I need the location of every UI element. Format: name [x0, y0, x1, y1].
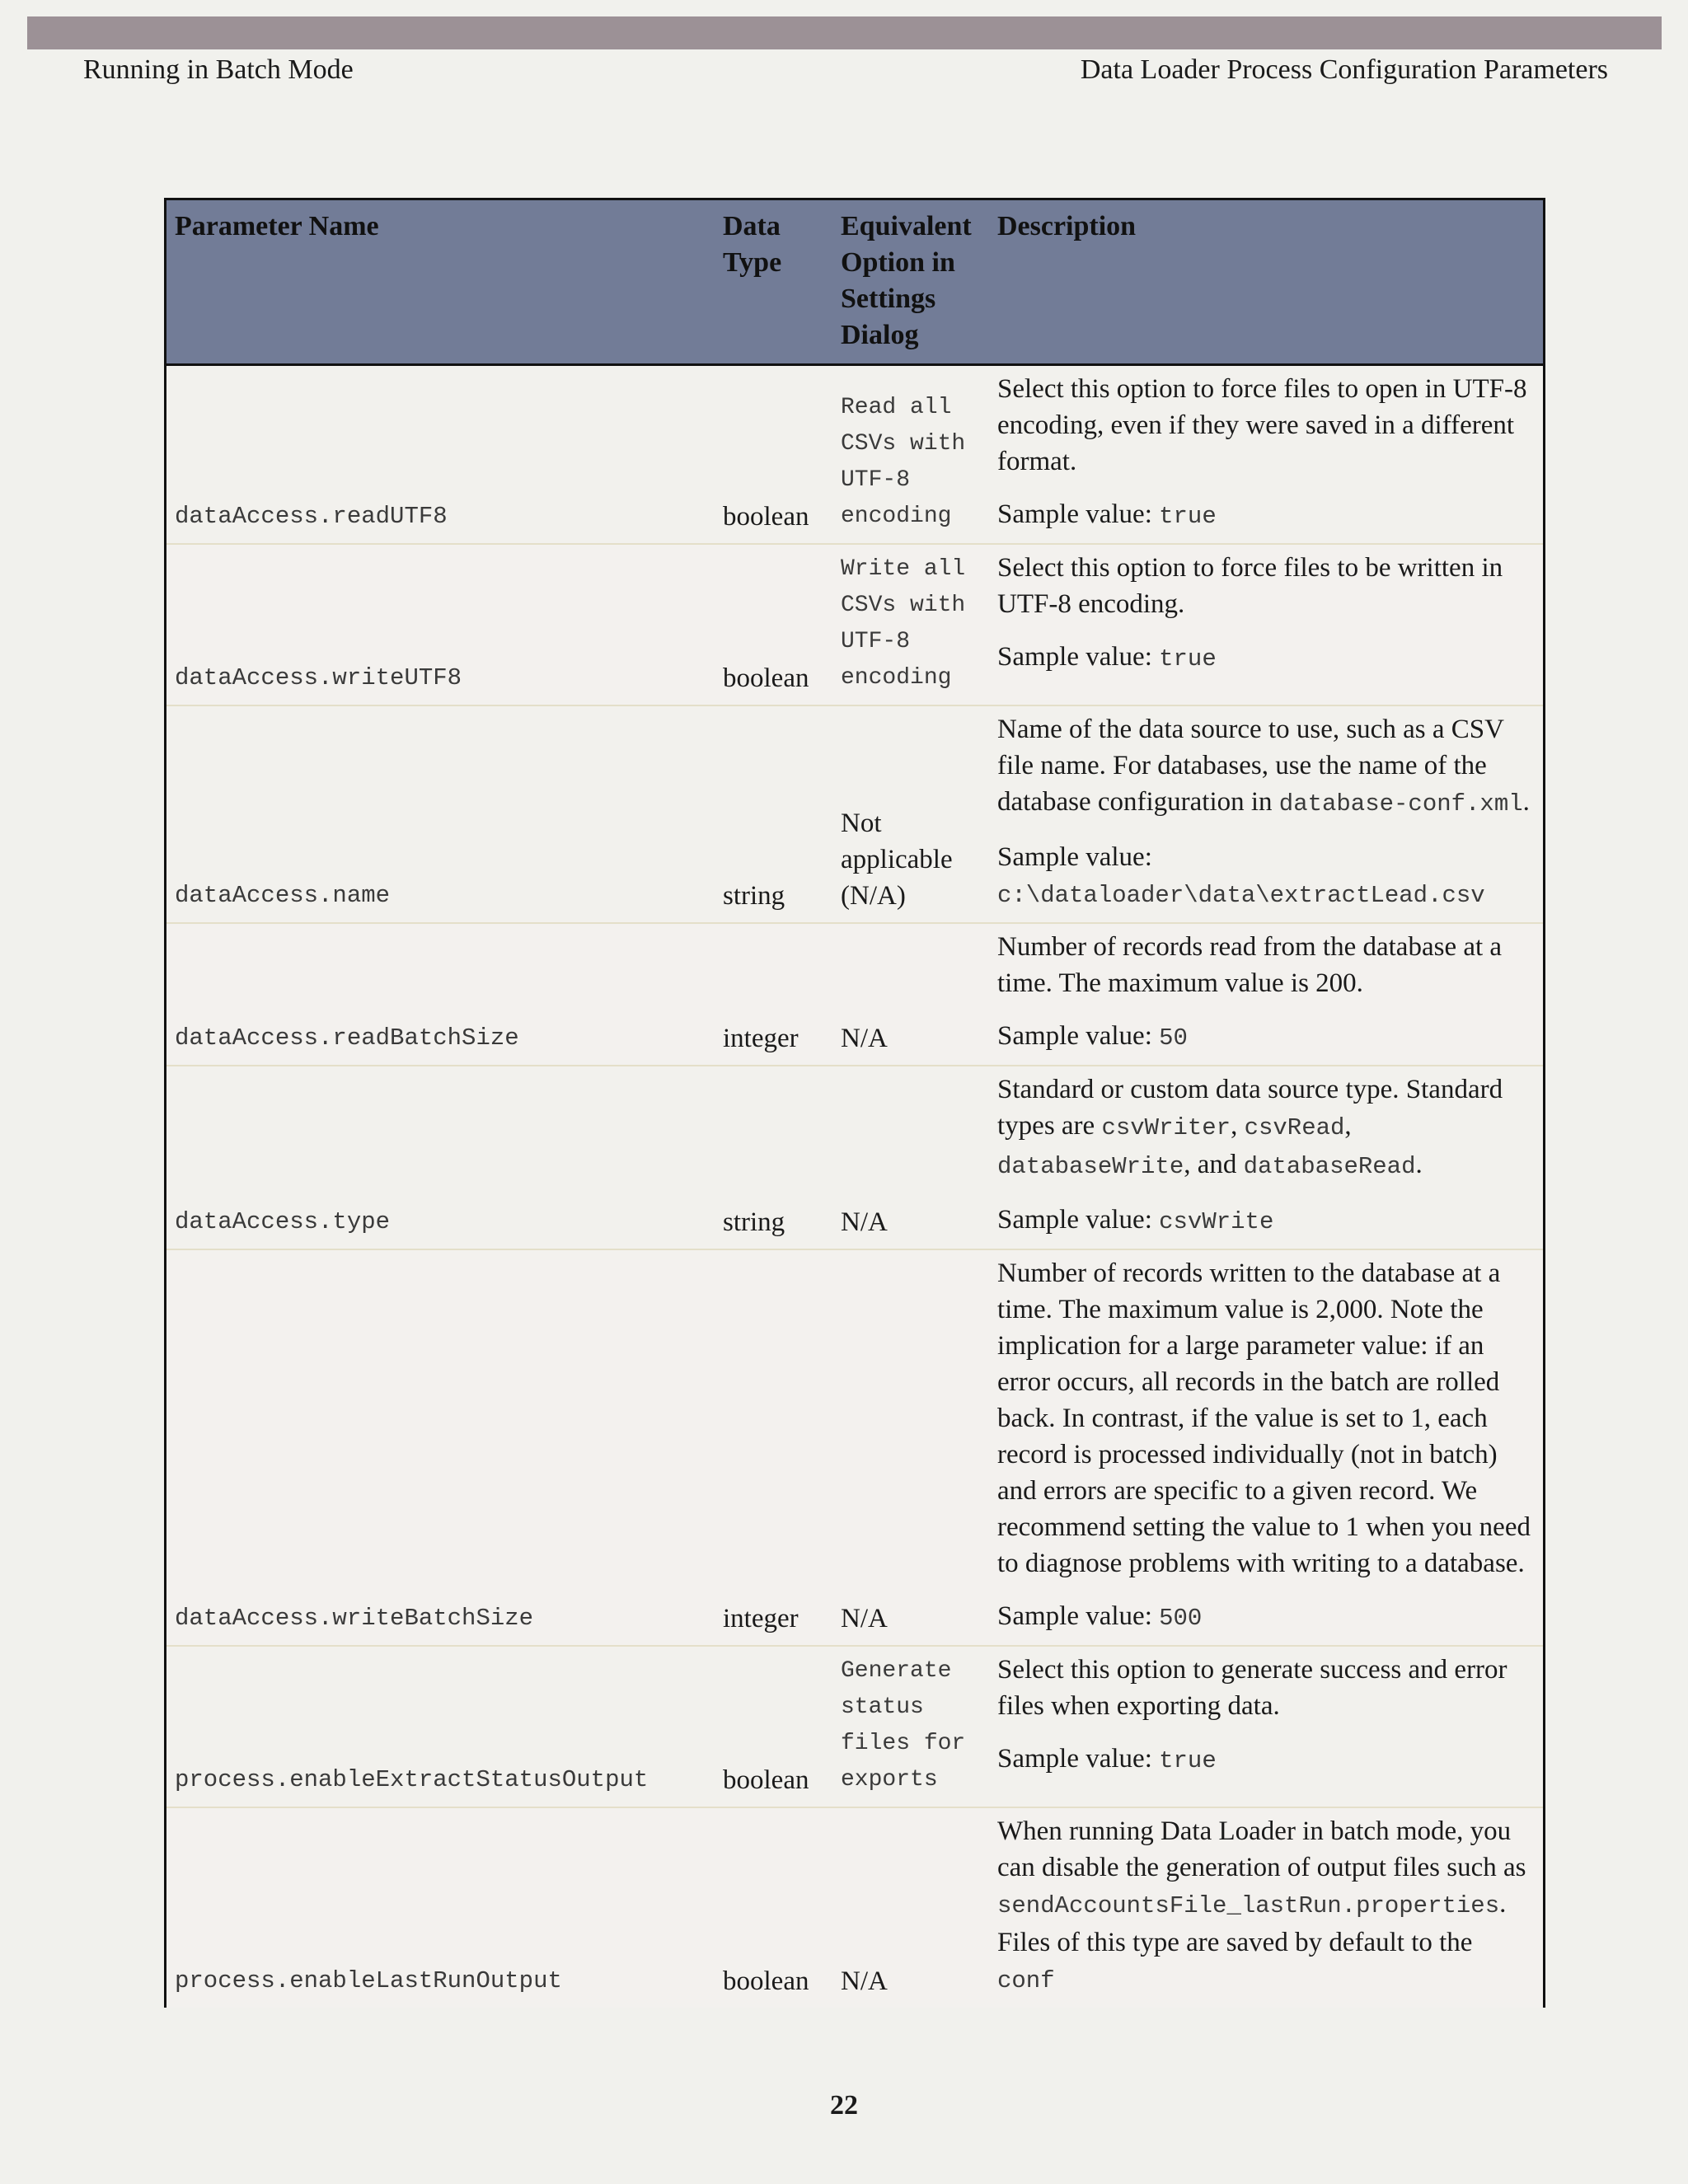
sample-value: true: [1159, 645, 1217, 673]
data-type: integer: [715, 1249, 832, 1646]
description-text: [997, 711, 1535, 823]
description-text: [997, 929, 1535, 1001]
sample-value-line: [997, 1741, 1535, 1779]
description-text: [997, 1255, 1535, 1582]
sample-value-line: [997, 1202, 1535, 1240]
data-type: string: [715, 705, 832, 923]
table-row: [166, 544, 1543, 705]
code-literal: csvWriter: [1101, 1114, 1231, 1141]
description: [989, 1646, 1543, 1807]
description-fragment: ,: [1231, 1111, 1245, 1141]
parameters-table: [164, 198, 1545, 2008]
settings-option: Read all CSVs with UTF-8 encoding: [832, 365, 989, 545]
description-fragment: Select this option to generate success and error files when exporting data.: [997, 1655, 1507, 1721]
description-fragment: .: [1415, 1150, 1423, 1179]
sample-label: Sample value:: [997, 1205, 1152, 1235]
sample-label: Sample value:: [997, 1744, 1152, 1774]
description: [989, 544, 1543, 705]
sample-value: 50: [1159, 1024, 1188, 1052]
description-fragment: Select this option to force files to open in UTF-8 encoding, even if they were saved in a different format.: [997, 374, 1527, 476]
description-text: [997, 1813, 1535, 1999]
description-fragment: Select this option to force files to be written in UTF-8 encoding.: [997, 553, 1503, 619]
description: [989, 705, 1543, 923]
parameter-name: process.enableExtractStatusOutput: [166, 1646, 715, 1807]
sample-value: c:\dataloader\data\extractLead.csv: [997, 882, 1485, 909]
table-header-row: [166, 200, 1543, 365]
column-header-description: Description: [989, 200, 1543, 365]
description: [989, 1066, 1543, 1249]
table-row: [166, 365, 1543, 545]
sample-label: Sample value:: [997, 842, 1152, 872]
code-literal: databaseRead: [1243, 1153, 1416, 1180]
data-type: boolean: [715, 365, 832, 545]
parameter-name: dataAccess.type: [166, 1066, 715, 1249]
sample-value-line: [997, 1598, 1535, 1637]
parameter-name: dataAccess.readBatchSize: [166, 923, 715, 1066]
running-header-left: Running in Batch Mode: [83, 54, 354, 85]
description-fragment: , and: [1184, 1150, 1244, 1179]
data-type: boolean: [715, 1807, 832, 2008]
table-row: [166, 1807, 1543, 2008]
data-type: boolean: [715, 544, 832, 705]
page-number: 22: [830, 2090, 858, 2121]
settings-option: Generate status files for exports: [832, 1646, 989, 1807]
settings-option: N/A: [832, 1249, 989, 1646]
description: [989, 365, 1543, 545]
settings-option: Not applicable (N/A): [832, 705, 989, 923]
table-row: [166, 923, 1543, 1066]
running-header-right: Data Loader Process Configuration Parameters: [1080, 54, 1608, 85]
sample-value: csvWrite: [1159, 1208, 1274, 1235]
sample-value-line: [997, 639, 1535, 677]
description-fragment: When running Data Loader in batch mode, you can disable the generation of output files such as: [997, 1816, 1526, 1882]
description: [989, 1249, 1543, 1646]
sample-value: true: [1159, 503, 1217, 530]
description-text: [997, 371, 1535, 480]
settings-option: Write all CSVs with UTF-8 encoding: [832, 544, 989, 705]
table-row: [166, 1249, 1543, 1646]
parameter-name: dataAccess.readUTF8: [166, 365, 715, 545]
code-literal: csvRead: [1244, 1114, 1345, 1141]
code-literal: database-conf.xml: [1278, 790, 1523, 818]
description-fragment: .: [1522, 787, 1530, 817]
sample-value: true: [1159, 1747, 1217, 1774]
column-header-name: Parameter Name: [166, 200, 715, 365]
description: [989, 923, 1543, 1066]
sample-label: Sample value:: [997, 642, 1152, 672]
description: [989, 1807, 1543, 2008]
description-fragment: ,: [1344, 1111, 1352, 1141]
data-type: string: [715, 1066, 832, 1249]
description-fragment: Number of records written to the database at a time. The maximum value is 2,000. Note the implication for a large parameter value: if an error occurs, all records in the batch are rolled back. In contrast, if the value is set to 1, each record is processed individually (not in batch) and errors are specific to a given record. We recommend setting the value to 1 when you need to diagnose problems with writing to a database.: [997, 1258, 1531, 1578]
parameter-name: dataAccess.writeUTF8: [166, 544, 715, 705]
description-fragment: Number of records read from the database at a time. The maximum value is 200.: [997, 932, 1503, 998]
sample-label: Sample value:: [997, 1601, 1152, 1631]
description-fragment: Standard or custom data source type. Standard types are: [997, 1075, 1503, 1141]
header-bar: [27, 16, 1662, 49]
description-fragment: . Files of this type are saved by default to the: [997, 1889, 1507, 1957]
description-text: [997, 1071, 1535, 1185]
data-type: boolean: [715, 1646, 832, 1807]
description-text: [997, 1652, 1535, 1724]
table-row: [166, 705, 1543, 923]
code-literal: databaseWrite: [997, 1153, 1184, 1180]
sample-label: Sample value:: [997, 1021, 1152, 1051]
settings-option: N/A: [832, 1807, 989, 2008]
sample-value-line: [997, 839, 1535, 914]
table-row: [166, 1646, 1543, 1807]
sample-value: 500: [1159, 1605, 1203, 1632]
settings-option: N/A: [832, 923, 989, 1066]
description-text: [997, 550, 1535, 622]
parameter-name: dataAccess.name: [166, 705, 715, 923]
data-type: integer: [715, 923, 832, 1066]
parameter-name: process.enableLastRunOutput: [166, 1807, 715, 2008]
sample-value-line: [997, 1018, 1535, 1057]
code-literal: sendAccountsFile_lastRun.properties: [997, 1892, 1500, 1919]
sample-value-line: [997, 496, 1535, 535]
code-literal: conf: [997, 1967, 1055, 1994]
sample-label: Sample value:: [997, 499, 1152, 529]
settings-option: N/A: [832, 1066, 989, 1249]
column-header-option: Equivalent Option in Settings Dialog: [832, 200, 989, 365]
description-fragment: Name of the data source to use, such as a CSV file name. For databases, use the name of the database configuration in: [997, 715, 1504, 817]
column-header-type: Data Type: [715, 200, 832, 365]
table-row: [166, 1066, 1543, 1249]
parameter-name: dataAccess.writeBatchSize: [166, 1249, 715, 1646]
